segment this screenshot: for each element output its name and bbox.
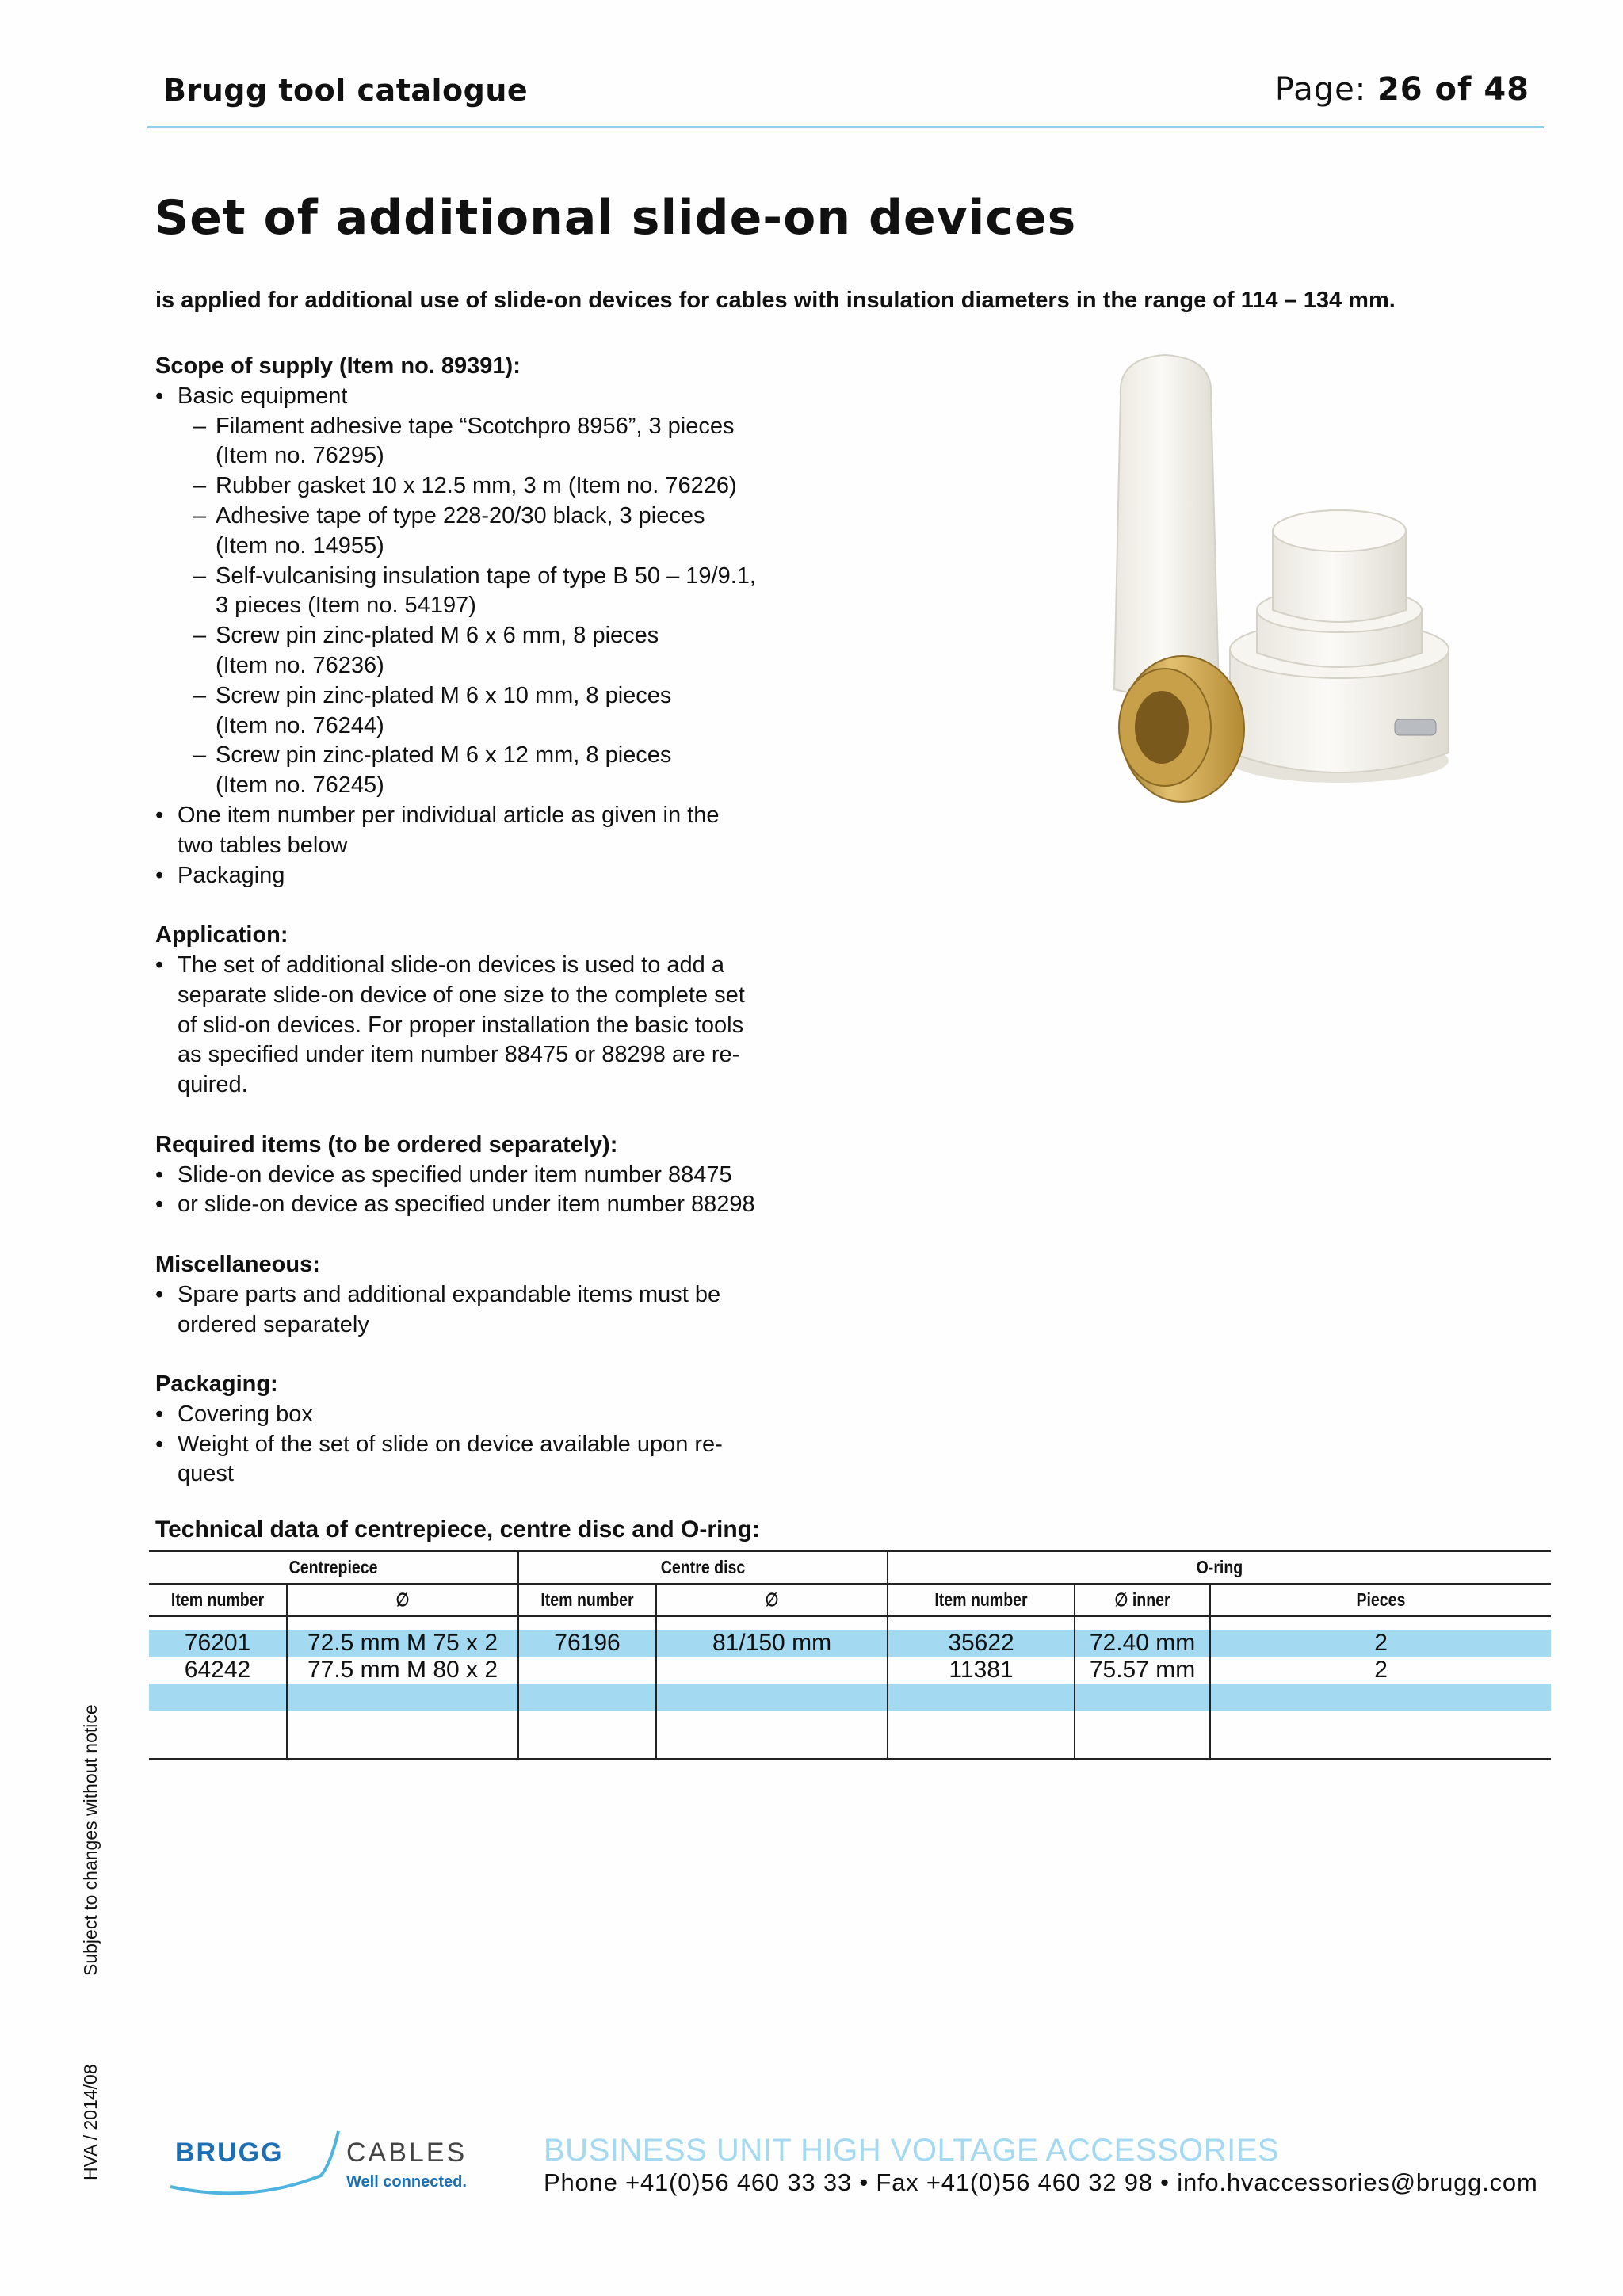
table-cell [518,1657,656,1684]
list-item-line: separate slide-on device of one size to the complete set [178,982,745,1008]
table-cell: 72.40 mm [1075,1630,1210,1657]
list-item-line: quired. [178,1072,248,1098]
list-item-line: – Filament adhesive tape “Scotchpro 8956”, 3 pieces [216,413,735,439]
sub-list-item [155,502,853,562]
page-label: Page: [1274,71,1367,108]
catalogue-title: Brugg tool catalogue [163,73,529,108]
column-header: Item number [159,1584,277,1616]
table-caption: Technical data of centrepiece, centre disc and O-ring: [155,1516,760,1543]
table-cell [1075,1684,1210,1711]
list-item-line: (Item no. 14955) [216,532,384,559]
list-item [155,801,853,861]
list-item-line: • The set of additional slide-on devices is used to add a [178,952,724,978]
page-title: Set of additional slide-on devices [155,190,1077,246]
list-item-line: • or slide-on device as specified under item number 88298 [178,1192,755,1218]
application-list [155,951,853,1100]
table-cell: 64242 [184,1657,251,1683]
fitting-nipple [1395,719,1436,735]
list-item-line: (Item no. 76236) [216,652,384,678]
table-cell: 75.57 mm [1075,1657,1210,1684]
list-item [155,1280,853,1341]
list-item-line: two tables below [178,832,348,858]
table-cell [149,1684,287,1711]
table-cell: 11381 [888,1657,1075,1684]
list-item-line: – Rubber gasket 10 x 12.5 mm, 3 m (Item no. 76226) [216,473,737,499]
logo-cables-text: CABLES [346,2138,468,2168]
column-header: Pieces [1235,1584,1526,1616]
scope-section [155,352,853,891]
table-cell [888,1684,1075,1711]
list-item-line: • One item number per individual article as given in the [178,802,720,828]
sub-list-item [155,562,853,622]
table-cell: 76196 [518,1630,656,1657]
page-value: 26 of 48 [1377,71,1529,108]
brass-ring-bore [1135,691,1189,764]
table-cell [518,1684,656,1711]
list-item [155,861,853,891]
list-item-line: quest [178,1461,234,1487]
list-item [155,1400,853,1430]
list-item [155,951,853,1100]
sub-list-item [155,741,853,801]
product-photo [1046,349,1474,824]
table-cell: 76201 [149,1630,287,1657]
list-item-line: • Basic equipment [178,383,348,409]
footer-business-unit: BUSINESS UNIT HIGH VOLTAGE ACCESSORIES [544,2133,1280,2168]
table-cell: 81/150 mm [656,1630,888,1657]
sub-list-item [155,681,853,742]
list-item-line: (Item no. 76245) [216,772,384,799]
table-row [149,1684,1551,1711]
list-item-line: as specified under item number 88475 or 88298 are re- [178,1042,740,1068]
list-item-line: • Covering box [178,1401,313,1427]
logo-brugg-text: BRUGG [175,2138,284,2168]
list-item-line: (Item no. 76244) [216,712,384,738]
list-item-line: – Screw pin zinc-plated M 6 x 6 mm, 8 pieces [216,623,659,649]
list-item [155,1190,853,1220]
misc-section [155,1250,853,1340]
column-header: ∅ inner [1085,1584,1200,1616]
column-header: ∅ [304,1584,501,1616]
misc-heading: Miscellaneous: [155,1251,320,1277]
list-item-line: (Item no. 76295) [216,443,384,469]
group-header-centrepiece: Centrepiece [177,1551,491,1584]
group-header-o-ring: O-ring [938,1551,1501,1584]
group-header-centre-disc: Centre disc [546,1551,860,1584]
required-heading: Required items (to be ordered separately): [155,1131,618,1158]
table-cell [656,1684,888,1711]
header-divider [147,126,1544,128]
list-item-line: of slid-on devices. For proper installation the basic tools [178,1012,744,1038]
sub-list-item [155,471,853,502]
list-item-line: • Packaging [178,862,285,888]
application-heading: Application: [155,922,288,948]
list-item [155,1161,853,1191]
table-cell: 72.5 mm M 75 x 2 [287,1630,518,1657]
content-column [155,352,853,1520]
scope-heading: Scope of supply (Item no. 89391): [155,353,521,379]
brugg-cables-logo [162,2125,511,2204]
list-item-line: – Self-vulcanising insulation tape of type B 50 – 19/9.1, [216,563,756,589]
list-item-line: • Spare parts and additional expandable items must be [178,1281,721,1307]
column-header: Item number [902,1584,1061,1616]
list-item-line: – Screw pin zinc-plated M 6 x 10 mm, 8 pieces [216,682,672,708]
packaging-section [155,1370,853,1489]
list-item [155,382,853,412]
packaging-heading: Packaging: [155,1371,278,1398]
list-item-line: • Slide-on device as specified under item number 88475 [178,1161,732,1188]
page-number [1275,71,1529,108]
application-section [155,921,853,1100]
table-cell [287,1684,518,1711]
column-header: ∅ [674,1584,870,1616]
intro-text: is applied for additional use of slide-on devices for cables with insulation diameters in the range of 114 – 134 mm. [155,288,1396,313]
column-header: Item number [529,1584,646,1616]
table-cell: 2 [1210,1630,1551,1657]
sub-list-item [155,412,853,472]
list-item-line: – Screw pin zinc-plated M 6 x 12 mm, 8 pieces [216,742,672,769]
disc-upper-top [1273,510,1406,551]
table-row [149,1657,1551,1684]
required-section [155,1131,853,1220]
table-row [149,1630,1551,1657]
side-version: HVA / 2014/08 [80,2064,101,2180]
table-cell [1210,1684,1551,1711]
logo-tagline: Well connected. [346,2173,467,2191]
misc-list [155,1280,853,1341]
side-notice: Subject to changes without notice [80,1704,101,1976]
technical-data-table [149,1550,1551,1760]
table-cell: 35622 [888,1630,1075,1657]
scope-list [155,382,853,891]
list-item-line: • Weight of the set of slide on device available upon re- [178,1431,723,1457]
table-cell: 2 [1210,1657,1551,1684]
footer-contact: Phone +41(0)56 460 33 33 • Fax +41(0)56 460 32 98 • info.hvaccessories@brugg.com [544,2168,1538,2196]
table-cell: 77.5 mm M 80 x 2 [287,1657,518,1684]
packaging-list [155,1400,853,1489]
sub-list-item [155,621,853,681]
list-item-line: 3 pieces (Item no. 54197) [216,593,476,619]
cone-part [1114,355,1219,696]
table-cell [656,1657,888,1684]
list-item-line: – Adhesive tape of type 228-20/30 black, 3 pieces [216,502,705,528]
list-item-line: ordered separately [178,1311,369,1337]
required-list [155,1161,853,1221]
list-item [155,1430,853,1490]
